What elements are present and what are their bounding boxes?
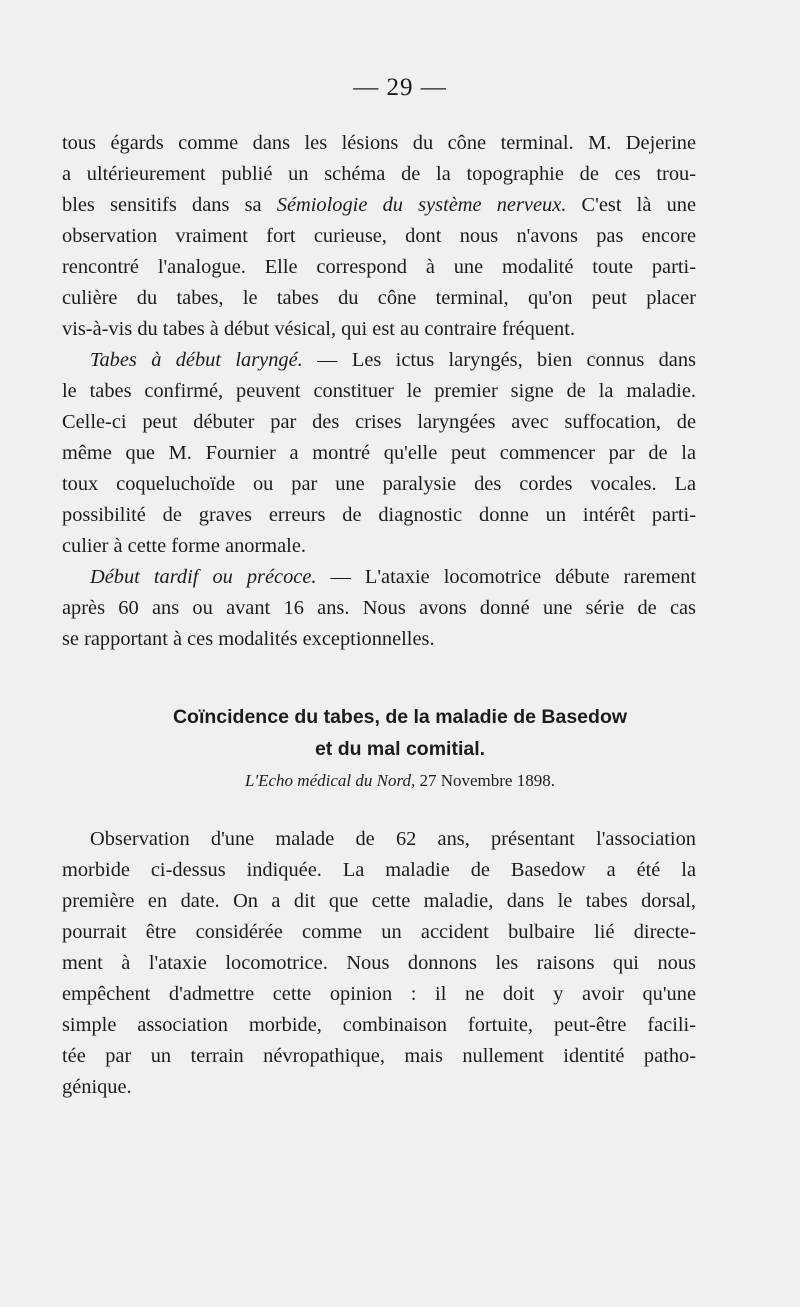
text-line: première en date. On a dit que cette maladie, dans le tabes dorsal, <box>62 890 696 912</box>
text-run: — L'ataxie locomotrice débute rarement <box>316 566 696 588</box>
text-line: Observation d'une malade de 62 ans, présentant l'association <box>90 828 696 850</box>
text-line: génique. <box>62 1076 132 1098</box>
page-number: — 29 — <box>353 74 447 101</box>
text-line: tous égards comme dans les lésions du cône terminal. M. Dejerine <box>62 132 696 154</box>
paragraph-tabes-laryngo <box>62 345 696 562</box>
text-line: pourrait être considérée comme un accident bulbaire lié directe- <box>62 921 696 943</box>
paragraph-debut-tardif <box>62 562 696 655</box>
text-line: morbide ci-dessus indiquée. La maladie de Basedow a été la <box>62 859 696 881</box>
text-line: a ultérieurement publié un schéma de la topographie de ces trou- <box>62 163 696 185</box>
citation-date: 27 Novembre 1898. <box>415 771 555 790</box>
text-run: C'est là une <box>566 194 697 216</box>
text-line: même que M. Fournier a montré qu'elle peut commencer par de la <box>62 442 696 464</box>
text-run: — Les ictus laryngés, bien connus dans <box>302 349 696 371</box>
text-line: ment à l'ataxie locomotrice. Nous donnons les raisons qui nous <box>62 952 696 974</box>
text-line: vis-à-vis du tabes à début vésical, qui est au contraire fréquent. <box>62 318 575 340</box>
text-line: toux coqueluchoïde ou par une paralysie des cordes vocales. La <box>62 473 696 495</box>
text-line: simple association morbide, combinaison fortuite, peut-être facili- <box>62 1014 696 1036</box>
text-line: tée par un terrain névropathique, mais nullement identité patho- <box>62 1045 696 1067</box>
text-line: culier à cette forme anormale. <box>62 535 306 557</box>
book-title: Sémiologie du système nerveux. <box>276 194 567 216</box>
text-line: se rapportant à ces modalités exceptionnelles. <box>62 628 435 650</box>
text-line: après 60 ans ou avant 16 ans. Nous avons donné une série de cas <box>62 597 696 619</box>
text-line: culière du tabes, le tabes du cône terminal, qu'on peut placer <box>62 287 696 309</box>
text-line: possibilité de graves erreurs de diagnostic donne un intérêt parti- <box>62 504 696 526</box>
section-heading-line2: et du mal comitial. <box>314 738 486 760</box>
section-heading-line1: Coïncidence du tabes, de la maladie de Basedow <box>172 706 628 728</box>
paragraph-observation <box>62 824 696 1103</box>
text-run: bles sensitifs dans sa <box>62 194 277 216</box>
source-citation <box>0 768 800 794</box>
journal-name: L'Echo médical du Nord, <box>245 771 416 790</box>
text-line: le tabes confirmé, peuvent constituer le premier signe de la maladie. <box>62 380 696 402</box>
text-line: rencontré l'analogue. Elle correspond à une modalité toute parti- <box>62 256 696 278</box>
paragraph-title: Début tardif ou précoce. <box>90 566 317 588</box>
text-line: Celle-ci peut débuter par des crises laryngées avec suffocation, de <box>62 411 696 433</box>
text-line: observation vraiment fort curieuse, dont nous n'avons pas encore <box>62 225 696 247</box>
paragraph-title: Tabes à début laryngé. <box>90 349 303 371</box>
text-line <box>62 345 696 376</box>
text-line <box>62 190 696 221</box>
text-line <box>62 562 696 593</box>
text-line: empêchent d'admettre cette opinion : il ne doit y avoir qu'une <box>62 983 696 1005</box>
paragraph-cone-terminal <box>62 128 696 345</box>
